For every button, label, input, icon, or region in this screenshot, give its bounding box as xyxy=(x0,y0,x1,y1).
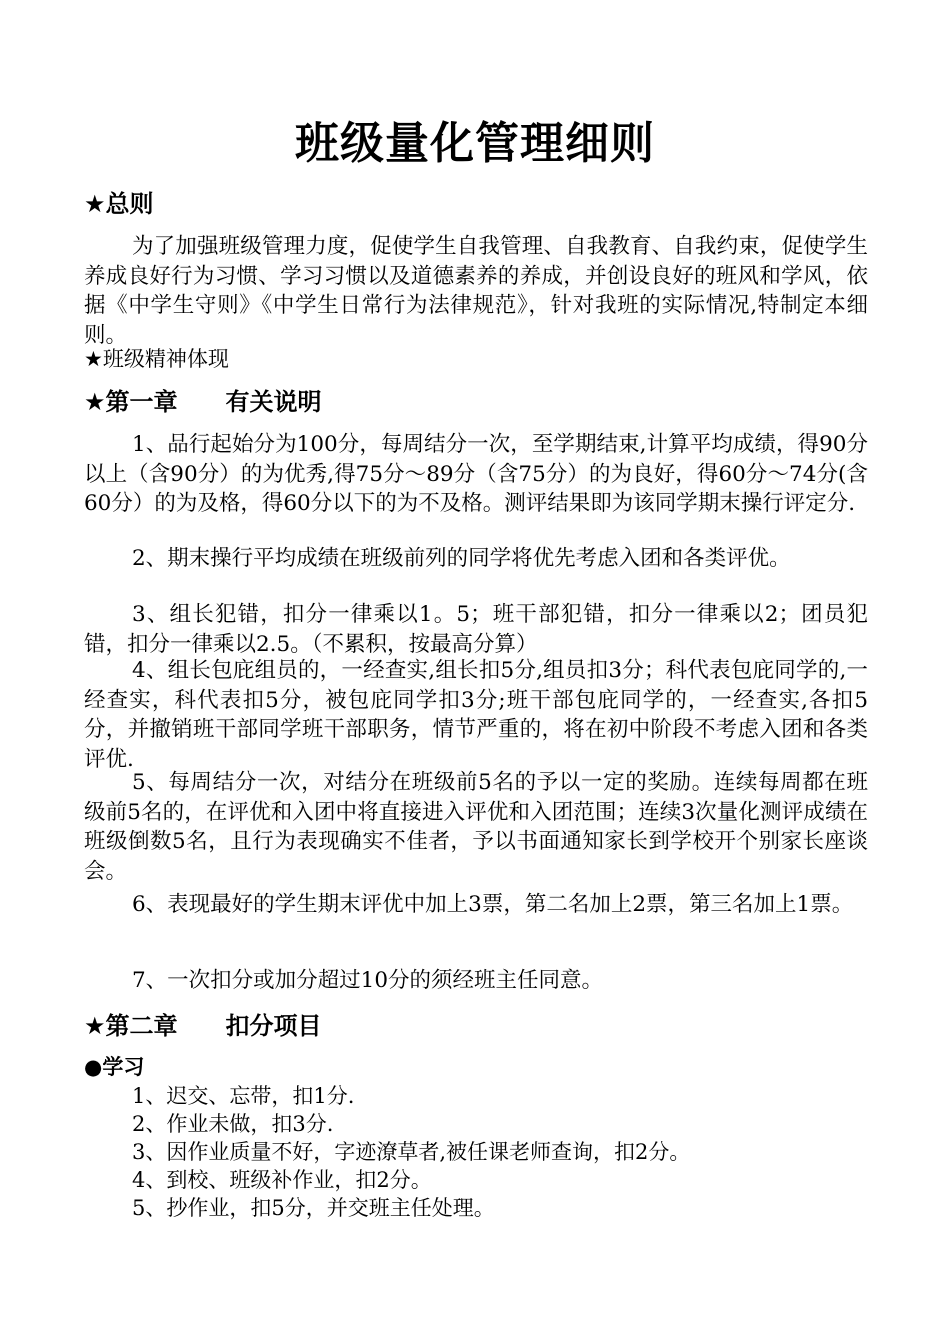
study-item-3: 3、因作业质量不好，字迹潦草者,被任课老师查询，扣2分。 xyxy=(132,1140,691,1164)
document-title: 班级量化管理细则 xyxy=(295,118,655,169)
general-paragraph: 为了加强班级管理力度，促使学生自我管理、自我教育、自我约束，促使学生养成良好行为习惯、学习习惯以及道德素养的养成，并创设良好的班风和学风，依据《中学生守则》《中学生日常行为法律规范》，针对我班的实际情况,特制定本细则。 xyxy=(84,234,868,348)
study-item-5: 5、抄作业，扣5分，并交班主任处理。 xyxy=(132,1196,495,1220)
class-spirit-line: ★班级精神体现 xyxy=(84,347,229,371)
chapter-1-item-7: 7、一次扣分或加分超过10分的须经班主任同意。 xyxy=(132,968,604,993)
study-item-4: 4、到校、班级补作业，扣2分。 xyxy=(132,1168,432,1192)
study-item-1: 1、迟交、忘带，扣1分. xyxy=(132,1084,355,1108)
chapter-2-heading: ★第二章 扣分项目 xyxy=(84,1012,322,1040)
chapter-1-item-5: 5、每周结分一次，对结分在班级前5名的予以一定的奖励。连续每周都在班级前5名的，在评优和入团中将直接进入评优和入团范围；连续3次量化测评成绩在班级倒数5名，且行为表现确实不佳者，予以书面通知家长到学校开个别家长座谈会。 xyxy=(84,770,868,884)
chapter-1-item-3: 3、组长犯错，扣分一律乘以1。5；班干部犯错，扣分一律乘以2；团员犯错，扣分一律乘以2.5。（不累积，按最高分算） xyxy=(84,602,868,657)
chapter-1-item-2: 2、期末操行平均成绩在班级前列的同学将优先考虑入团和各类评优。 xyxy=(132,546,791,571)
chapter-1-item-4: 4、组长包庇组员的，一经查实,组长扣5分,组员扣3分；科代表包庇同学的,一经查实，科代表扣5分，被包庇同学扣3分;班干部包庇同学的，一经查实,各扣5分，并撤销班干部同学班干部职务，情节严重的，将在初中阶段不考虑入团和各类评优. xyxy=(84,658,868,772)
section-heading-general: ★总则 xyxy=(84,190,154,218)
chapter-1-item-6: 6、表现最好的学生期末评优中加上3票，第二名加上2票，第三名加上1票。 xyxy=(132,892,854,917)
chapter-1-heading: ★第一章 有关说明 xyxy=(84,388,322,416)
study-subheading: ●学习 xyxy=(84,1055,145,1079)
study-item-2: 2、作业未做，扣3分. xyxy=(132,1112,334,1136)
chapter-1-item-1: 1、品行起始分为100分，每周结分一次，至学期结束,计算平均成绩，得90分以上（含90分）的为优秀,得75分～89分（含75分）的为良好，得60分～74分(含60分）的为及格，得60分以下的为不及格。测评结果即为该同学期末操行评定分. xyxy=(84,432,868,516)
